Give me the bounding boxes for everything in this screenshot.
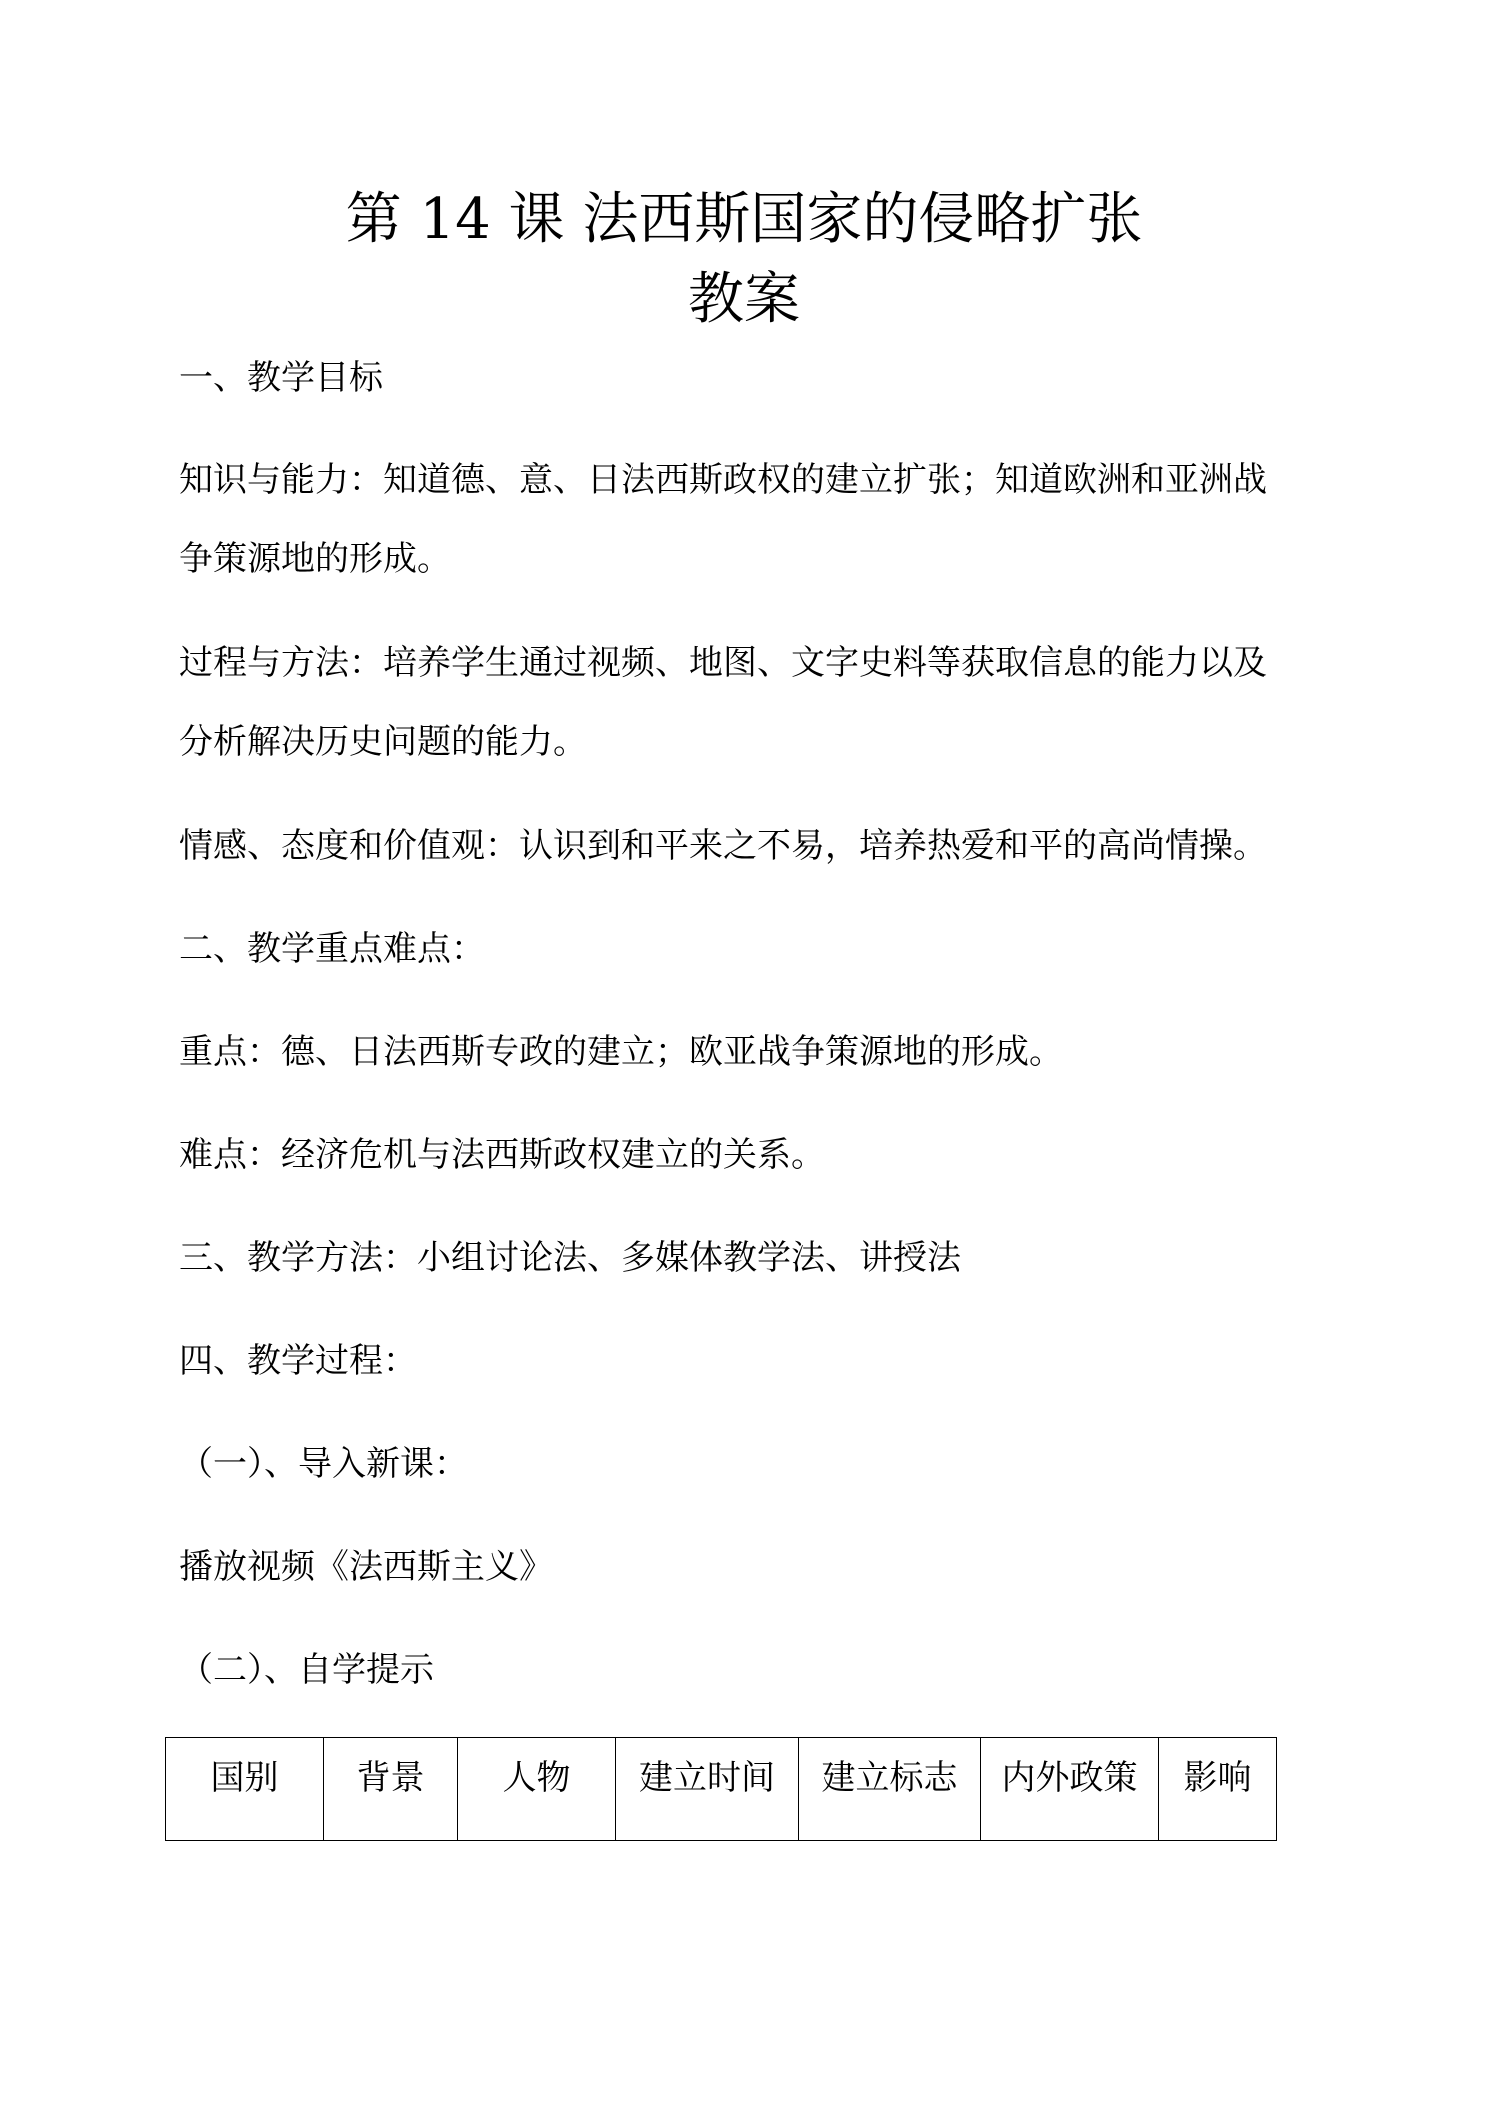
table-header-cell: 建立时间: [616, 1738, 799, 1841]
section-heading-key-points: 二、教学重点难点：: [179, 929, 485, 969]
table-header-cell: 内外政策: [981, 1738, 1159, 1841]
table-header-row: [166, 1738, 1277, 1841]
table-header-cell: 国别: [166, 1738, 324, 1841]
table-header-cell: 建立标志: [799, 1738, 981, 1841]
subsection-introduction: （一）、导入新课：: [179, 1444, 468, 1484]
video-line: 播放视频《法西斯主义》: [179, 1547, 553, 1587]
process-method-line-2: 分析解决历史问题的能力。: [179, 722, 587, 762]
section-heading-objectives: 一、教学目标: [179, 358, 383, 398]
section-heading-methods: 三、教学方法：小组讨论法、多媒体教学法、讲授法: [179, 1238, 961, 1278]
process-method-line-1: 过程与方法：培养学生通过视频、地图、文字史料等获取信息的能力以及: [179, 643, 1267, 683]
document-subtitle: 教案: [688, 267, 800, 332]
knowledge-ability-line-1: 知识与能力：知道德、意、日法西斯政权的建立扩张；知道欧洲和亚洲战: [179, 460, 1267, 500]
difficult-point-line: 难点：经济危机与法西斯政权建立的关系。: [179, 1135, 825, 1175]
section-heading-process: 四、教学过程：: [179, 1341, 417, 1381]
subsection-self-study: （二）、自学提示: [179, 1650, 434, 1690]
key-point-line: 重点：德、日法西斯专政的建立；欧亚战争策源地的形成。: [179, 1032, 1063, 1072]
self-study-table: [165, 1737, 1277, 1841]
knowledge-ability-line-2: 争策源地的形成。: [179, 539, 451, 579]
table-header-cell: 影响: [1159, 1738, 1277, 1841]
table-header-cell: 人物: [458, 1738, 616, 1841]
table-header-cell: 背景: [324, 1738, 458, 1841]
emotion-values-line: 情感、态度和价值观：认识到和平来之不易，培养热爱和平的高尚情操。: [179, 826, 1267, 866]
document-title: 第 14 课 法西斯国家的侵略扩张: [345, 187, 1143, 252]
